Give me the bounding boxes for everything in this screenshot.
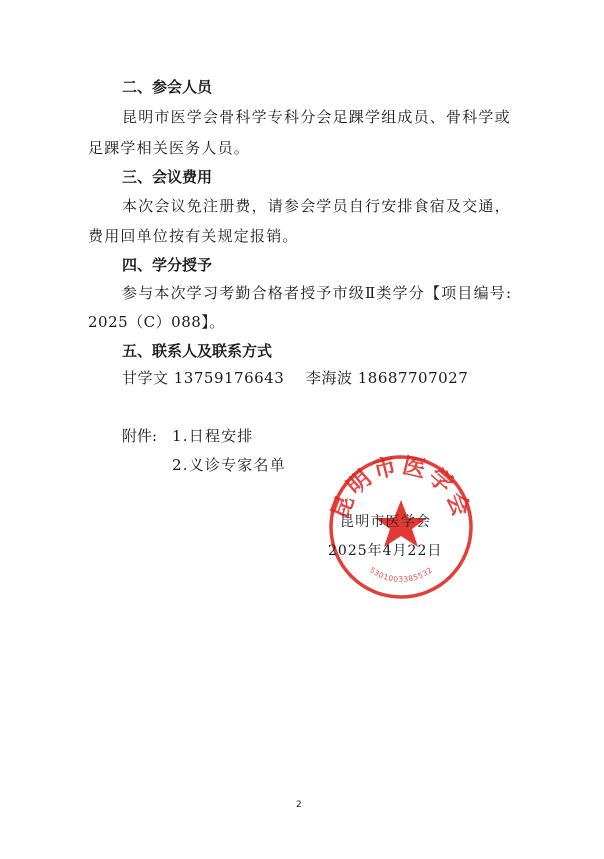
contact-2: 李海波 18687707027 (306, 369, 469, 387)
fees-line-1: 本次会议免注册费，请参会学员自行安排食宿及交通， (122, 197, 511, 215)
svg-text:昆明市医学会: 昆明市医学会 (326, 452, 476, 523)
credits-line-2: 2025（C）088】。 (88, 313, 225, 331)
attachments-label: 附件: (122, 427, 158, 445)
attachment-item-2: 2.义诊专家名单 (172, 456, 286, 474)
credits-line-1: 参与本次学习考勤合格者授予市级Ⅱ类学分【项目编号: (122, 284, 513, 302)
svg-text:5301003385532: 5301003385532 (367, 565, 435, 584)
signature-org: 昆明市医学会 (340, 514, 432, 530)
page-number: 2 (296, 800, 302, 810)
attachment-item-1: 1.日程安排 (172, 427, 254, 445)
signature-date: 2025年4月22日 (328, 543, 443, 559)
participants-line-1: 昆明市医学会骨科学专科分会足踝学组成员、骨科学或 (122, 108, 511, 126)
section-heading-participants: 二、参会人员 (122, 78, 213, 96)
section-heading-credits: 四、学分授予 (122, 256, 213, 274)
fees-line-2: 费用回单位按有关规定报销。 (88, 227, 299, 245)
section-heading-fees: 三、会议费用 (122, 168, 213, 186)
contact-1: 甘学文 13759176643 (122, 369, 285, 387)
section-heading-contacts: 五、联系人及联系方式 (122, 342, 273, 360)
participants-line-2: 足踝学相关医务人员。 (88, 139, 251, 157)
